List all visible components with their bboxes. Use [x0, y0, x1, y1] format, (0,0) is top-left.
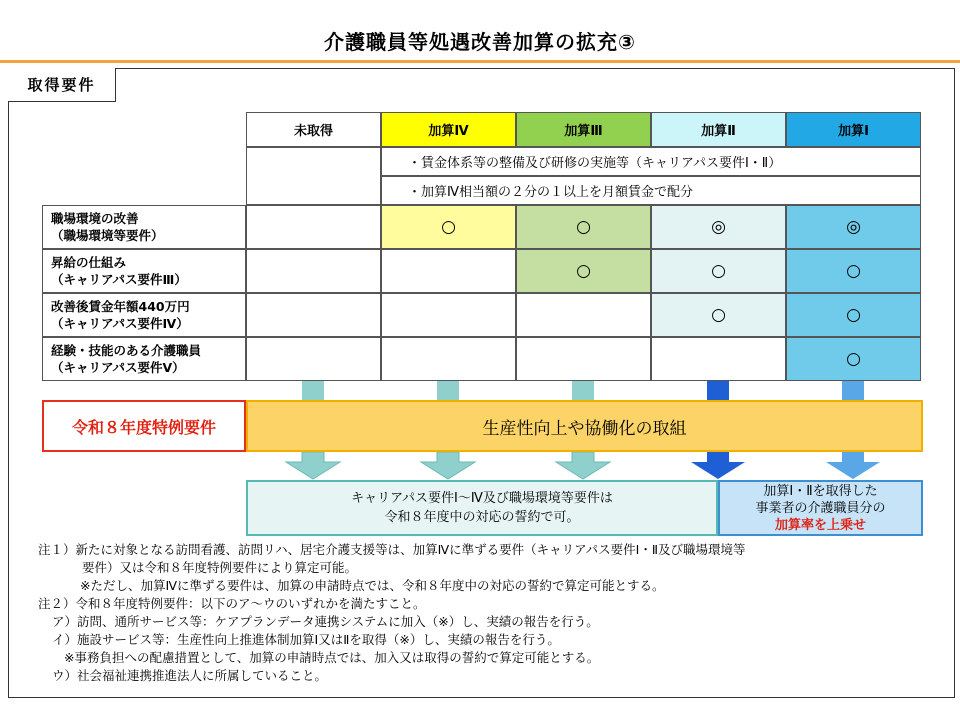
header-kasan-4: 加算Ⅳ — [381, 112, 516, 147]
mark-cell — [381, 337, 516, 381]
header-kasan-2: 加算Ⅱ — [651, 112, 786, 147]
header-not-acquired: 未取得 — [246, 112, 381, 147]
blank-cell — [246, 147, 381, 205]
kasan-box-line: 加算Ⅰ・Ⅱを取得した — [763, 483, 878, 499]
note-line: ア）訪問、通所サービス等：ケアプランデータ連携システムに加入（※）し、実績の報告を行う。 — [52, 614, 599, 629]
career-box-line: 令和８年度中の対応の誓約で可。 — [384, 510, 580, 525]
page-title: 介護職員等処遇改善加算の拡充③ — [324, 30, 636, 54]
section-label: 取得要件 — [8, 68, 116, 102]
mark-cell: ○ — [786, 249, 921, 293]
title-underline — [0, 60, 960, 63]
down-arrow-not-acquired — [286, 452, 340, 479]
kasan-box-line: 事業者の介護職員分の — [755, 500, 886, 516]
mark-cell: ○ — [516, 205, 651, 249]
row-label-work-environment — [42, 205, 246, 249]
note-line: 要件）又は令和８年度特例要件により算定可能。 — [82, 560, 358, 575]
upper-arrow-stems — [0, 381, 960, 401]
mark-cell — [516, 337, 651, 381]
kasan-addition-box — [718, 480, 923, 536]
header-kasan-3: 加算Ⅲ — [516, 112, 651, 147]
down-arrow-kasan-4 — [421, 452, 475, 479]
row-label-line: （キャリアパス要件Ⅲ） — [51, 272, 187, 287]
arrow-stem-not-acquired — [302, 381, 324, 401]
note-line: ※ただし、加算Ⅳに準ずる要件は、加算の申請時点では、令和８年度中の対応の誓約で算定可能とする。 — [80, 578, 665, 593]
mark-cell — [651, 337, 786, 381]
row-label-line: 昇給の仕組み — [51, 255, 127, 270]
row-label-pay-raise — [42, 249, 246, 293]
mark-cell — [516, 293, 651, 337]
note-line: 注１）新たに対象となる訪問看護、訪問リハ、居宅介護支援等は、加算Ⅳに準ずる要件（キャリアパス要件Ⅰ・Ⅱ及び職場環境等 — [38, 542, 746, 557]
banner-requirement-2: ・加算Ⅳ相当額の２分の１以上を月額賃金で配分 — [381, 176, 921, 205]
kasan-box-highlight: 加算率を上乗せ — [774, 517, 866, 533]
lower-arrows — [0, 452, 960, 480]
mark-cell: ◎ — [651, 205, 786, 249]
row-label-line: （職場環境等要件） — [51, 228, 164, 243]
mark-cell — [381, 293, 516, 337]
note-line: ※事務負担への配慮措置として、加算の申請時点では、加入又は取得の誓約で算定可能とする。 — [64, 650, 600, 665]
productivity-banner: 生産性向上や協働化の取組 — [246, 400, 923, 452]
mark-cell — [381, 249, 516, 293]
mark-cell: ○ — [786, 337, 921, 381]
row-label-line: （キャリアパス要件Ⅳ） — [51, 316, 189, 331]
arrow-stem-kasan-4 — [437, 381, 459, 401]
arrow-stem-kasan-3 — [572, 381, 594, 401]
row-label-annual-wage — [42, 293, 246, 337]
header-kasan-1: 加算Ⅰ — [786, 112, 921, 147]
career-path-box — [246, 480, 718, 536]
note-line: イ）施設サービス等：生産性向上推進体制加算Ⅰ又はⅡを取得（※）し、実績の報告を行う。 — [52, 632, 560, 647]
mark-cell — [246, 293, 381, 337]
down-arrow-kasan-1 — [826, 452, 880, 479]
mark-cell: ○ — [381, 205, 516, 249]
mark-cell: ◎ — [786, 205, 921, 249]
down-arrow-kasan-2 — [691, 452, 745, 479]
down-arrow-kasan-3 — [556, 452, 610, 479]
arrow-stem-kasan-1 — [842, 381, 864, 401]
note-line: ウ）社会福祉連携推進法人に所属していること。 — [52, 668, 328, 683]
mark-cell — [246, 249, 381, 293]
note-line: 注２）令和８年度特例要件：以下のア～ウのいずれかを満たすこと。 — [38, 596, 426, 611]
row-label-line: 経験・技能のある介護職員 — [51, 343, 202, 358]
banner-requirement-1: ・賃金体系等の整備及び研修の実施等（キャリアパス要件Ⅰ・Ⅱ） — [381, 147, 921, 176]
special-requirement-label: 令和８年度特例要件 — [42, 400, 246, 452]
row-label-line: （キャリアパス要件Ⅴ） — [51, 360, 185, 375]
row-label-experienced-staff — [42, 337, 246, 381]
career-box-line: キャリアパス要件Ⅰ～Ⅳ及び職場環境等要件は — [351, 491, 613, 506]
mark-cell: ○ — [651, 249, 786, 293]
mark-cell: ○ — [651, 293, 786, 337]
row-label-line: 職場環境の改善 — [51, 211, 139, 226]
arrow-stem-kasan-2 — [707, 381, 729, 401]
row-label-line: 改善後賃金年額440万円 — [51, 299, 190, 314]
mark-cell — [246, 205, 381, 249]
mark-cell: ○ — [786, 293, 921, 337]
mark-cell: ○ — [516, 249, 651, 293]
mark-cell — [246, 337, 381, 381]
